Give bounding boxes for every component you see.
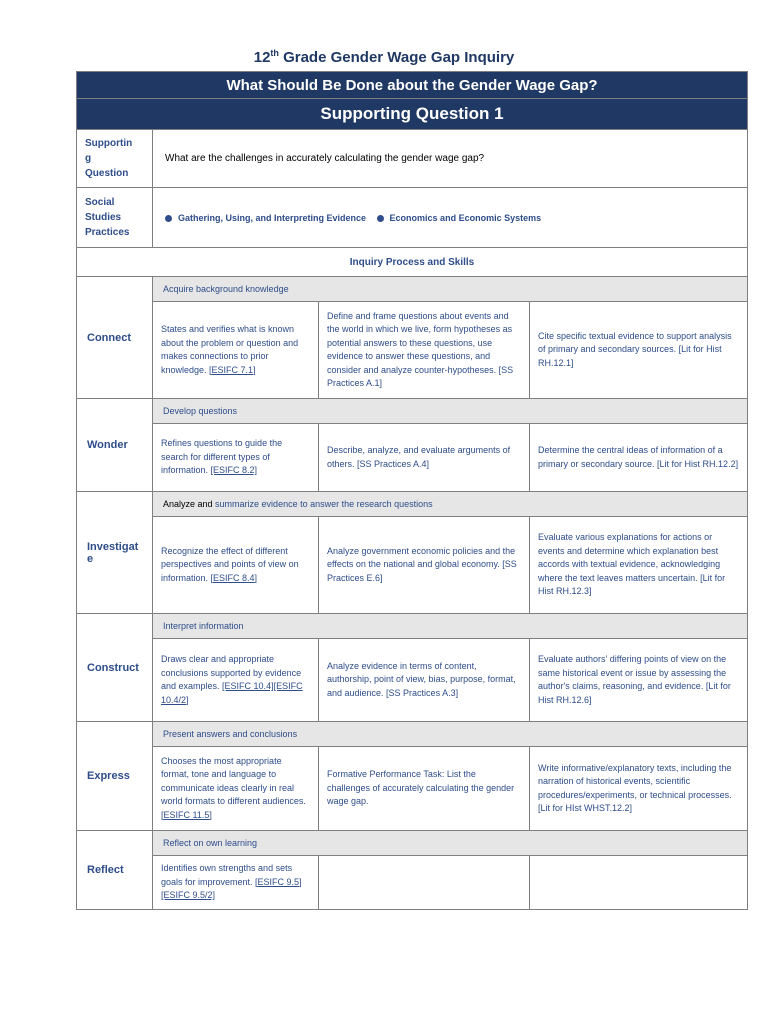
skill-cell: Write informative/explanatory texts, including the narration of historical events, scientific procedures/experiments, or technical processes. [Lit for HIst WHST.12.2]: [530, 747, 748, 831]
standard-link[interactable]: [ESIFC 11.5]: [161, 809, 212, 820]
standard-link[interactable]: [ESIFC 7.1]: [209, 364, 256, 375]
skill-cell: Analyze government economic policies and the effects on the national and global economy. [SS Practices E.6]: [319, 517, 530, 614]
standard-link[interactable]: [ESIFC 9.5/2]: [161, 890, 216, 901]
skill-cell: Describe, analyze, and evaluate arguments of others. [SS Practices A.4]: [319, 424, 530, 492]
supporting-question-label: Supportin g Question: [77, 130, 153, 188]
stage-investigate: Investigat e: [77, 492, 153, 614]
practice-item: Gathering, Using, and Interpreting Evidence: [165, 213, 366, 223]
bullet-icon: [377, 215, 384, 222]
skill-cell: Identifies own strengths and sets goals for improvement. [ESIFC 9.5] [ESIFC 9.5/2]: [153, 856, 319, 910]
skill-cell: States and verifies what is known about the problem or question and makes connections to prior knowledge. [ESIFC 7.1]: [153, 302, 319, 399]
skill-cell: Define and frame questions about events and the world in which we live, form hypotheses as potential answers to these questions, use evidence to answer these questions, and consider and analyze counter-hypotheses. [SS Practices A.1]: [319, 302, 530, 399]
standard-link[interactable]: [ESIFC 9.5]: [255, 876, 302, 887]
stage-subheading: Develop questions: [153, 399, 748, 424]
compelling-question-header: What Should Be Done about the Gender Wage Gap?: [77, 72, 748, 99]
skill-cell: Determine the central ideas of information of a primary or secondary source. [Lit for Hist RH.12.2]: [530, 424, 748, 492]
stage-subheading: Reflect on own learning: [153, 831, 748, 856]
standard-link[interactable]: [ESIFC 8.4]: [210, 572, 258, 583]
skill-cell: Chooses the most appropriate format, tone and language to communicate ideas clearly in real world formats to different audiences. [ESIFC 11.5]: [153, 747, 319, 831]
practices-list: [153, 188, 748, 248]
stage-express: Express: [77, 722, 153, 831]
skill-cell: Evaluate various explanations for actions or events and determine which explanation best accords with textual evidence, acknowledging where the text leaves matters uncertain. [Lit for Hist RH.12.3]: [530, 517, 748, 614]
stage-subheading: Acquire background knowledge: [153, 277, 748, 302]
document-title: 12th Grade Gender Wage Gap Inquiry: [253, 48, 515, 66]
stage-construct: Construct: [77, 614, 153, 722]
supporting-question-header: Supporting Question 1: [77, 99, 748, 130]
skill-cell: [319, 856, 530, 910]
skill-cell: Analyze evidence in terms of content, authorship, point of view, bias, purpose, format, and audience. [SS Practices A.3]: [319, 639, 530, 722]
stage-connect: Connect: [77, 277, 153, 399]
skill-cell: Cite specific textual evidence to support analysis of primary and secondary sources. [Lit for Hist RH.12.1]: [530, 302, 748, 399]
skill-cell: Recognize the effect of different perspectives and points of view on information. [ESIFC 8.4]: [153, 517, 319, 614]
stage-reflect: Reflect: [77, 831, 153, 910]
skill-cell: Refines questions to guide the search for different types of information. [ESIFC 8.2]: [153, 424, 319, 492]
inquiry-process-header: Inquiry Process and Skills: [77, 248, 748, 277]
standard-link[interactable]: [ESIFC 10.4/2]: [161, 681, 303, 705]
inquiry-table: [76, 71, 748, 910]
skill-cell: [530, 856, 748, 910]
supporting-question-text: What are the challenges in accurately calculating the gender wage gap?: [153, 130, 748, 188]
bullet-icon: [165, 215, 172, 222]
practice-item: Economics and Economic Systems: [377, 213, 542, 223]
practices-label: Social Studies Practices: [77, 188, 153, 248]
stage-subheading: Interpret information: [153, 614, 748, 639]
skill-cell: Formative Performance Task: List the challenges of accurately calculating the gender wage gap.: [319, 747, 530, 831]
skill-cell: Draws clear and appropriate conclusions supported by evidence and examples. [ESIFC 10.4][ESIFC 10.4/2]: [153, 639, 319, 722]
stage-subheading: Analyze and summarize evidence to answer the research questions: [153, 492, 748, 517]
skill-cell: Evaluate authors' differing points of view on the same historical event or issue by assessing the author's claims, reasoning, and evidence. [Lit for Hist RH.12.6]: [530, 639, 748, 722]
stage-wonder: Wonder: [77, 399, 153, 492]
standard-link[interactable]: [ESIFC 8.2]: [210, 465, 258, 476]
stage-subheading: Present answers and conclusions: [153, 722, 748, 747]
standard-link[interactable]: [ESIFC 10.4]: [222, 681, 274, 691]
